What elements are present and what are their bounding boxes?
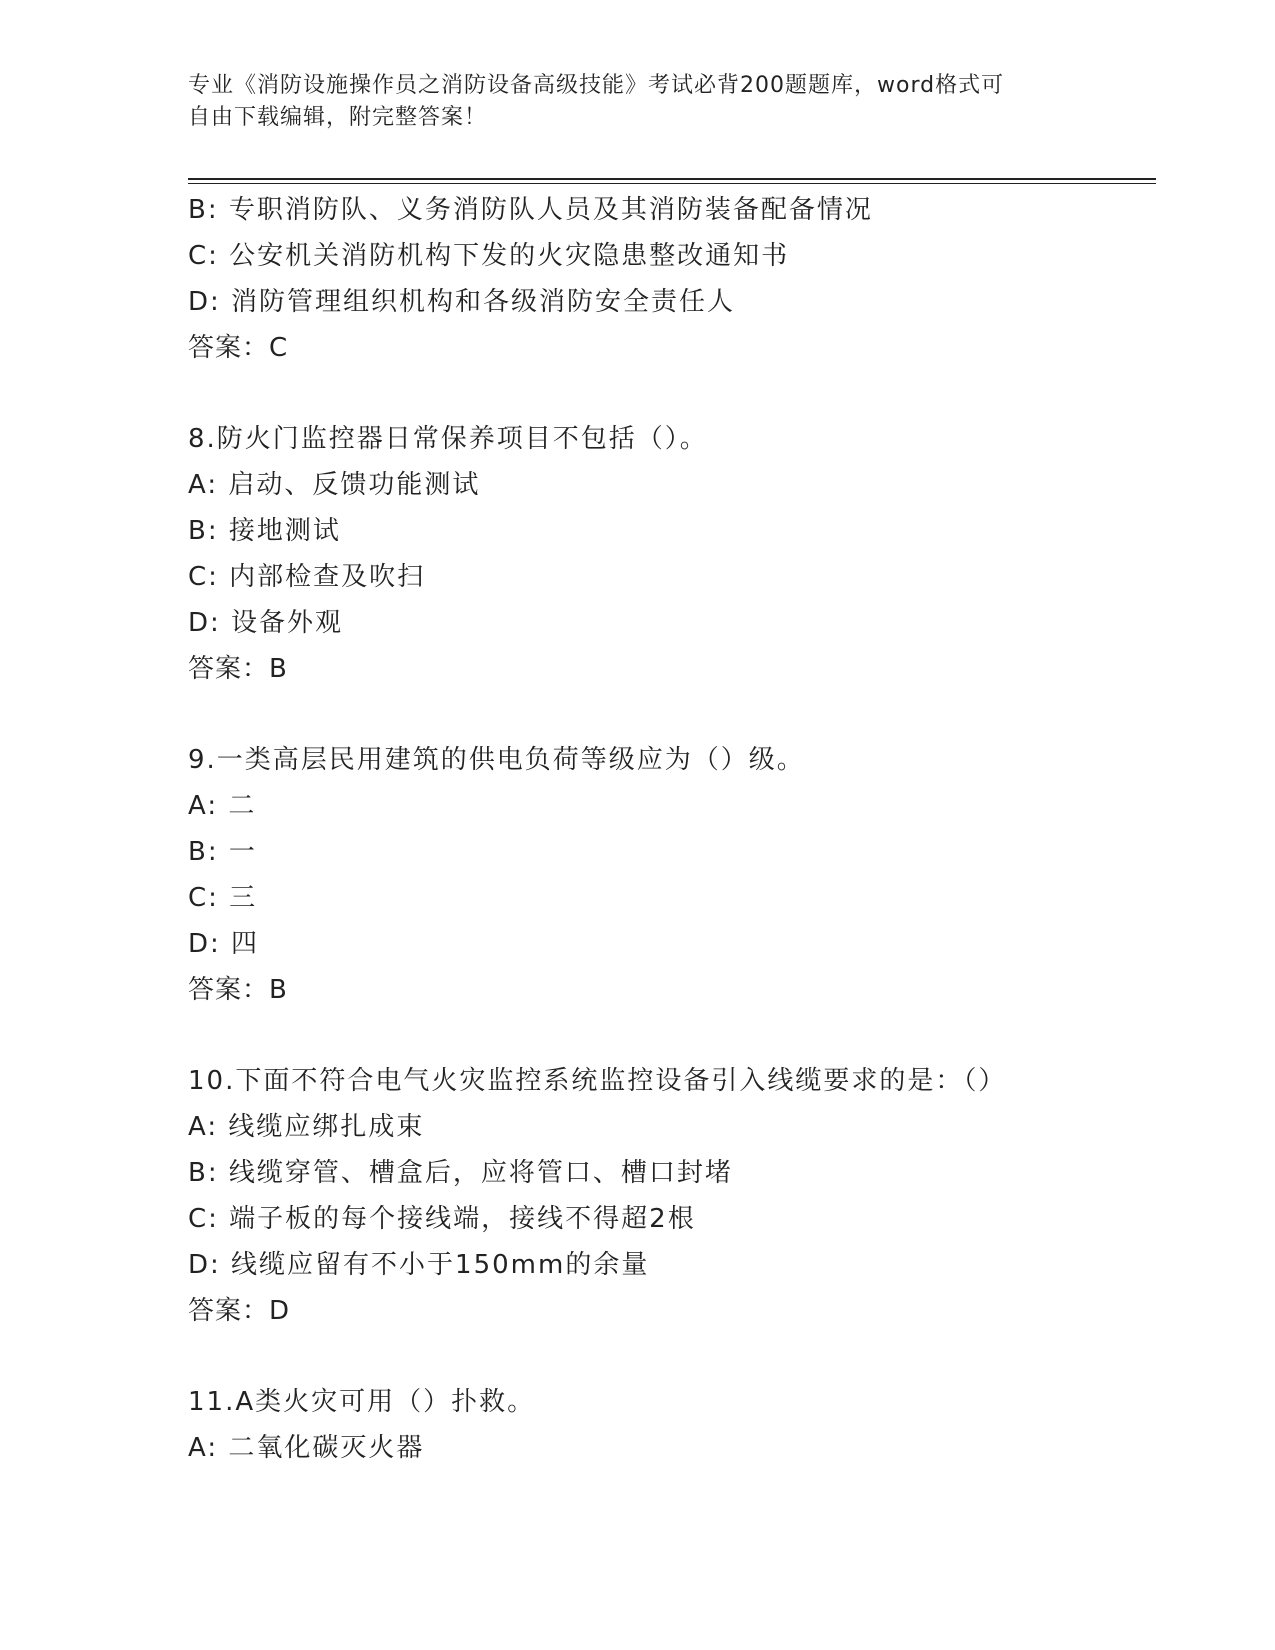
answer-line: 答案：B bbox=[188, 654, 288, 684]
option-b: B: 接地测试 bbox=[188, 516, 341, 546]
question-9 bbox=[188, 737, 1148, 1013]
question-10 bbox=[188, 1058, 1148, 1334]
header-rule-thick bbox=[188, 178, 1156, 180]
option-c: C: 内部检查及吹扫 bbox=[188, 562, 426, 592]
question-fragment bbox=[188, 187, 1148, 371]
option-a: A: 二氧化碳灭火器 bbox=[188, 1433, 425, 1463]
option-c: C: 三 bbox=[188, 883, 258, 913]
option-a: A: 线缆应绑扎成束 bbox=[188, 1112, 425, 1142]
option-c: C: 公安机关消防机构下发的火灾隐患整改通知书 bbox=[188, 241, 790, 271]
spacer bbox=[188, 692, 1148, 737]
page-header bbox=[188, 70, 1068, 134]
option-a: A: 二 bbox=[188, 791, 257, 821]
spacer bbox=[188, 1334, 1148, 1379]
option-b: B: 线缆穿管、槽盒后，应将管口、槽口封堵 bbox=[188, 1158, 733, 1188]
option-d: D: 设备外观 bbox=[188, 608, 344, 638]
option-b: B: 一 bbox=[188, 837, 257, 867]
answer-line: 答案：C bbox=[188, 333, 289, 363]
question-stem: 10.下面不符合电气火灾监控系统监控设备引入线缆要求的是：（） bbox=[188, 1066, 1007, 1096]
option-b: B: 专职消防队、义务消防队人员及其消防装备配备情况 bbox=[188, 195, 873, 225]
option-c: C: 端子板的每个接线端，接线不得超2根 bbox=[188, 1204, 696, 1234]
answer-line: 答案：B bbox=[188, 975, 288, 1005]
question-stem: 8.防火门监控器日常保养项目不包括（）。 bbox=[188, 424, 708, 454]
option-d: D: 四 bbox=[188, 929, 260, 959]
header-line-1: 专业《消防设施操作员之消防设备高级技能》考试必背200题题库，word格式可 bbox=[188, 73, 1005, 98]
spacer bbox=[188, 371, 1148, 416]
option-a: A: 启动、反馈功能测试 bbox=[188, 470, 481, 500]
spacer bbox=[188, 1013, 1148, 1058]
question-stem: 9.一类高层民用建筑的供电负荷等级应为（）级。 bbox=[188, 745, 805, 775]
option-d: D: 线缆应留有不小于150mm的余量 bbox=[188, 1250, 650, 1280]
header-line-2: 自由下载编辑，附完整答案！ bbox=[188, 105, 488, 130]
document-body bbox=[188, 187, 1148, 1471]
question-11 bbox=[188, 1379, 1148, 1471]
option-d: D: 消防管理组织机构和各级消防安全责任人 bbox=[188, 287, 736, 317]
answer-line: 答案：D bbox=[188, 1296, 291, 1326]
question-8 bbox=[188, 416, 1148, 692]
question-stem: 11.A类火灾可用（）扑救。 bbox=[188, 1387, 536, 1417]
header-rule-thin bbox=[188, 183, 1156, 184]
